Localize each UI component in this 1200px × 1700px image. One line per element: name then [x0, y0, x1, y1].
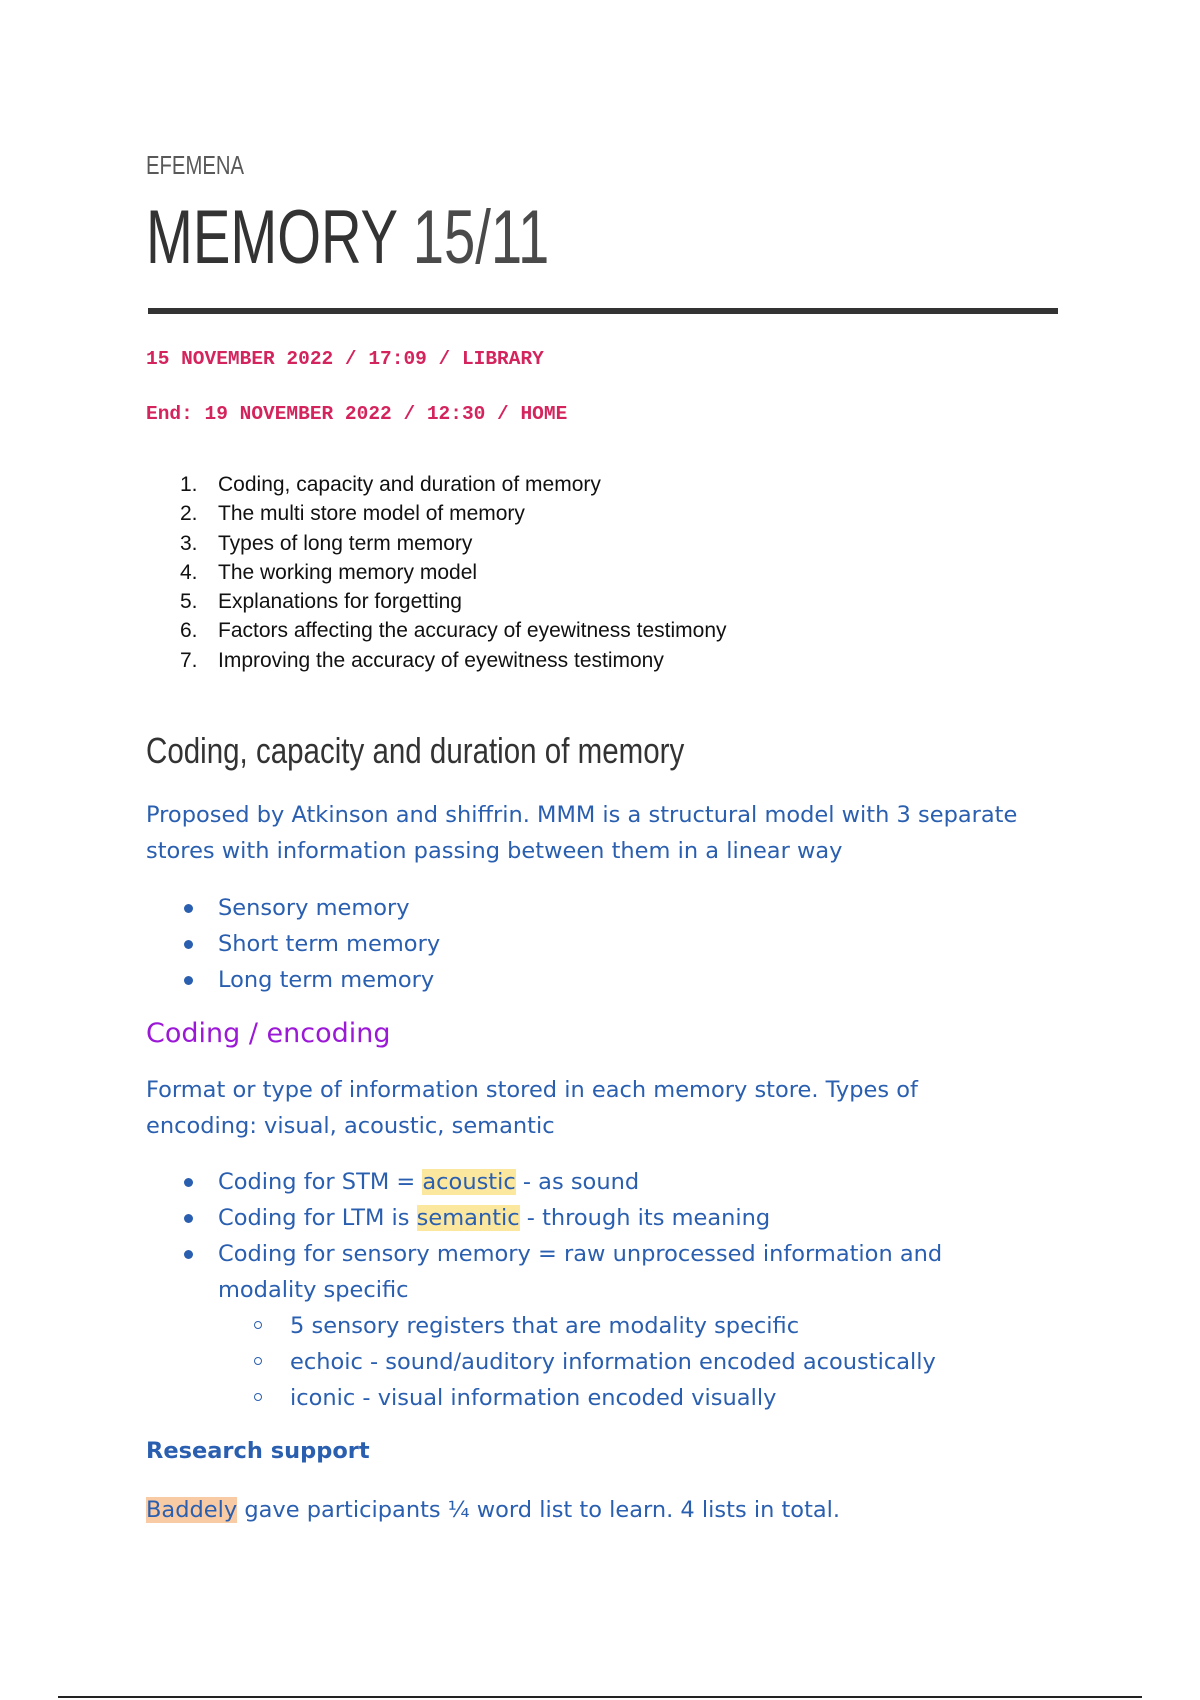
- highlight-acoustic: acoustic: [422, 1169, 516, 1195]
- list-item: Short term memory: [180, 926, 980, 962]
- coding-list: [180, 1164, 980, 1416]
- sub-list-item: iconic - visual information encoded visually: [252, 1380, 980, 1416]
- toc-item: 1. Coding, capacity and duration of memory: [180, 473, 601, 496]
- sub-list-item: echoic - sound/auditory information encoded acoustically: [252, 1344, 980, 1380]
- toc-item: 5. Explanations for forgetting: [180, 590, 462, 614]
- toc-item: 4. The working memory model: [180, 560, 478, 584]
- list-item: Sensory memory: [180, 890, 980, 926]
- coding-intro: Format or type of information stored in each memory store. Types of encoding: visual, acoustic, semantic: [146, 1077, 918, 1139]
- highlight-baddely: Baddely: [146, 1497, 238, 1523]
- section-heading: Coding, capacity and duration of memory: [146, 730, 685, 771]
- start-date-line: 15 NOVEMBER 2022 / 17:09 / LIBRARY: [146, 348, 544, 370]
- toc-item: 3. Types of long term memory: [180, 531, 473, 555]
- highlight-semantic: semantic: [416, 1205, 520, 1231]
- page-title: [146, 195, 550, 280]
- list-item: Long term memory: [180, 962, 980, 998]
- sub-list-item: 5 sensory registers that are modality specific: [252, 1308, 980, 1344]
- toc-item: 7. Improving the accuracy of eyewitness testimony: [180, 648, 664, 672]
- page-bottom-divider: [58, 1696, 1142, 1698]
- title-number: 15/11: [412, 195, 550, 280]
- title-divider: [148, 308, 1058, 314]
- table-of-contents: [180, 470, 727, 675]
- list-item-sensory: Coding for sensory memory = raw unprocessed information and modality specific 5 sensory registers that are modality specific echoic - sound/auditory information encoded acoustically iconic - visual information encoded visually: [180, 1236, 980, 1416]
- toc-item: 6. Factors affecting the accuracy of eyewitness testimony: [180, 619, 727, 643]
- subheading-research-support: Research support: [146, 1438, 370, 1464]
- list-item-stm: Coding for STM = acoustic - as sound: [180, 1164, 980, 1200]
- memory-stores-list: [180, 890, 980, 998]
- toc-item: 2. The multi store model of memory: [180, 502, 525, 526]
- end-date-line: End: 19 NOVEMBER 2022 / 12:30 / HOME: [146, 403, 568, 425]
- section-intro: Proposed by Atkinson and shiffrin. MMM is a structural model with 3 separate stores with information passing between them in a linear way: [146, 802, 1018, 864]
- research-text: Baddely gave participants ¼ word list to learn. 4 lists in total.: [146, 1497, 841, 1523]
- list-item-ltm: Coding for LTM is semantic - through its meaning: [180, 1200, 980, 1236]
- subheading-coding: Coding / encoding: [146, 1018, 391, 1049]
- title-word: MEMORY: [146, 195, 398, 280]
- author-name: EFEMENA: [146, 150, 245, 180]
- sensory-sublist: [252, 1308, 980, 1416]
